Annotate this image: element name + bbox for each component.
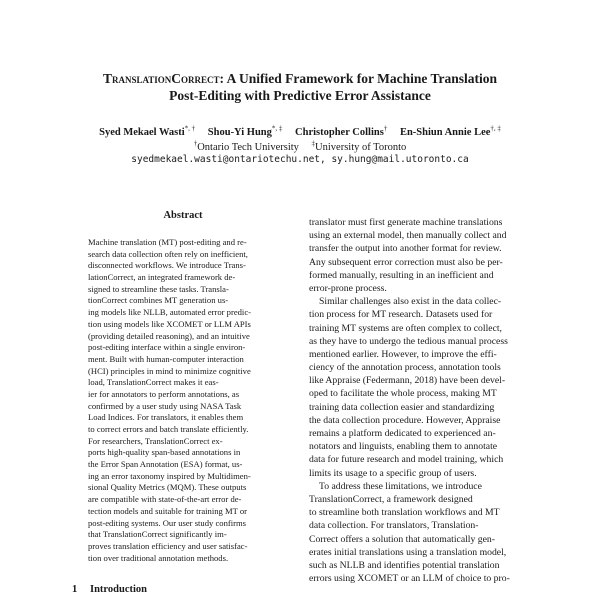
abstract-line: ing models like NLLB, automated error predic- — [88, 307, 251, 318]
body-column-right — [309, 216, 531, 585]
abstract-line: search data collection often rely on inefficient, — [88, 248, 248, 259]
abstract-line: the Error Span Annotation (ESA) format, us- — [88, 459, 243, 470]
body-line: training MT systems are often complex to collect, — [309, 322, 502, 334]
body-line: translator must first generate machine translations — [309, 217, 503, 228]
abstract-line: Machine translation (MT) post-editing and re- — [88, 237, 247, 247]
abstract-line: lationCorrect, an integrated framework de- — [88, 272, 236, 283]
author: Shou-Yi Hung*, ‡ — [207, 124, 283, 138]
body-line: training data collection easier and standardizing — [309, 401, 495, 413]
abstract-line: sional Quality Metrics (MQM). These outputs — [88, 482, 247, 493]
abstract-line: confirmed by a user study using NASA Task — [88, 400, 242, 411]
body-line: errors using XCOMET or an LLM of choice to pro- — [309, 573, 510, 585]
body-line: notators and linguists, enabling them to annotate — [309, 441, 498, 453]
author: En-Shiun Annie Lee†, ‡ — [399, 124, 501, 138]
body-line: data collection. For translators, Translation- — [309, 520, 479, 532]
abstract-line: tion using models like XCOMET or LLM APIs — [88, 318, 251, 329]
body-line: to streamline both translation workflows and MT — [309, 507, 500, 519]
tool-name: TranslationCorrect — [102, 71, 220, 86]
abstract-heading: Abstract — [163, 210, 203, 221]
abstract-line: that TranslationCorrect significantly im- — [88, 529, 227, 540]
abstract-line: ing an error taxonomy inspired by Multidimen- — [88, 470, 251, 481]
paper-title-line-2: Post-Editing with Predictive Error Assistance — [169, 88, 431, 103]
body-line: like Appraise (Federmann, 2018) have been devel- — [309, 375, 506, 387]
body-line: ciency of the annotation process, annotation tools — [309, 362, 501, 374]
abstract-line: ports high-quality span-based annotations in — [88, 447, 241, 458]
abstract-line: tion over traditional annotation methods. — [88, 552, 229, 563]
abstract-line: ier for annotators to perform annotations, as — [88, 388, 240, 399]
author-emails: syedmekael.wasti@ontariotechu.net, sy.hung@mail.utoronto.ca — [131, 154, 469, 165]
body-line: limits its usage to a specific group of users. — [309, 467, 477, 479]
paper-title-line-1 — [0, 70, 600, 87]
abstract-body — [88, 237, 278, 564]
abstract-line: are compatible with state-of-the-art error de- — [88, 494, 242, 505]
body-line: Correct offers a solution that automatically gen- — [309, 533, 495, 545]
body-line: To address these limitations, we introduce — [319, 480, 482, 492]
body-line: mentioned earlier. However, to improve the effi- — [309, 348, 497, 360]
abstract-line: tionCorrect combines MT generation us- — [88, 295, 229, 306]
abstract-line: proves translation efficiency and user satisfac- — [88, 540, 248, 551]
body-line: transfer the output into another format for review. — [309, 243, 502, 255]
body-line: data for future research and model training, which — [309, 454, 504, 466]
author: Christopher Collins† — [295, 124, 388, 138]
body-line: the data collection procedure. However, Appraise — [309, 414, 501, 426]
body-line: using an external model, then manually collect and — [309, 230, 507, 242]
abstract-line: to correct errors and batch translate efficiently. — [88, 424, 249, 434]
abstract-line: load, TranslationCorrect makes it eas- — [88, 377, 219, 388]
body-line: as they have to undergo the tedious manual process — [309, 335, 508, 347]
affiliations — [0, 139, 600, 153]
body-line: erates initial translations using a translation model, — [309, 546, 507, 558]
abstract-line: (HCI) principles in mind to minimize cognitive — [88, 365, 251, 376]
title-rest: : A Unified Framework for Machine Translation — [219, 71, 498, 86]
body-line: TranslationCorrect, a framework designed — [309, 493, 473, 505]
body-line: tion process for MT research. Datasets used for — [309, 309, 493, 321]
body-line: error-prone process. — [309, 282, 387, 294]
abstract-line: disconnected workflows. We introduce Trans- — [88, 260, 246, 271]
body-line: formed manually, resulting in an inefficient and — [309, 269, 494, 281]
abstract-line: tection models and suitable for training MT or — [88, 505, 248, 516]
abstract-line: post-editing interface within a single environ- — [88, 342, 246, 353]
body-line: Similar challenges also exist in the data collec- — [319, 296, 502, 308]
author-list — [0, 124, 600, 138]
section-heading-introduction: 1 Introduction — [72, 584, 147, 595]
affiliation: †Ontario Tech University — [193, 139, 299, 153]
abstract-line: signed to streamline these tasks. Transla- — [88, 283, 229, 294]
body-line: remains a platform dedicated to experienced an- — [309, 428, 496, 439]
abstract-line: Load Indices. For translators, it enables them — [88, 412, 244, 423]
affiliation: ‡University of Toronto — [311, 139, 407, 153]
abstract-line: ment. Built with human-computer interaction — [88, 353, 244, 364]
abstract-line: post-editing systems. Our user study confirms — [88, 517, 247, 528]
body-line: such as NLLB and identifies potential translation — [309, 559, 500, 571]
abstract-line: For researchers, TranslationCorrect ex- — [88, 435, 223, 446]
abstract-line: (providing detailed reasoning), and an intuitive — [88, 330, 250, 341]
body-line: oped to facilitate the whole process, making MT — [309, 388, 497, 400]
author: Syed Mekael Wasti*, † — [99, 124, 196, 138]
body-line: Any subsequent error correction must also be per- — [309, 256, 503, 268]
